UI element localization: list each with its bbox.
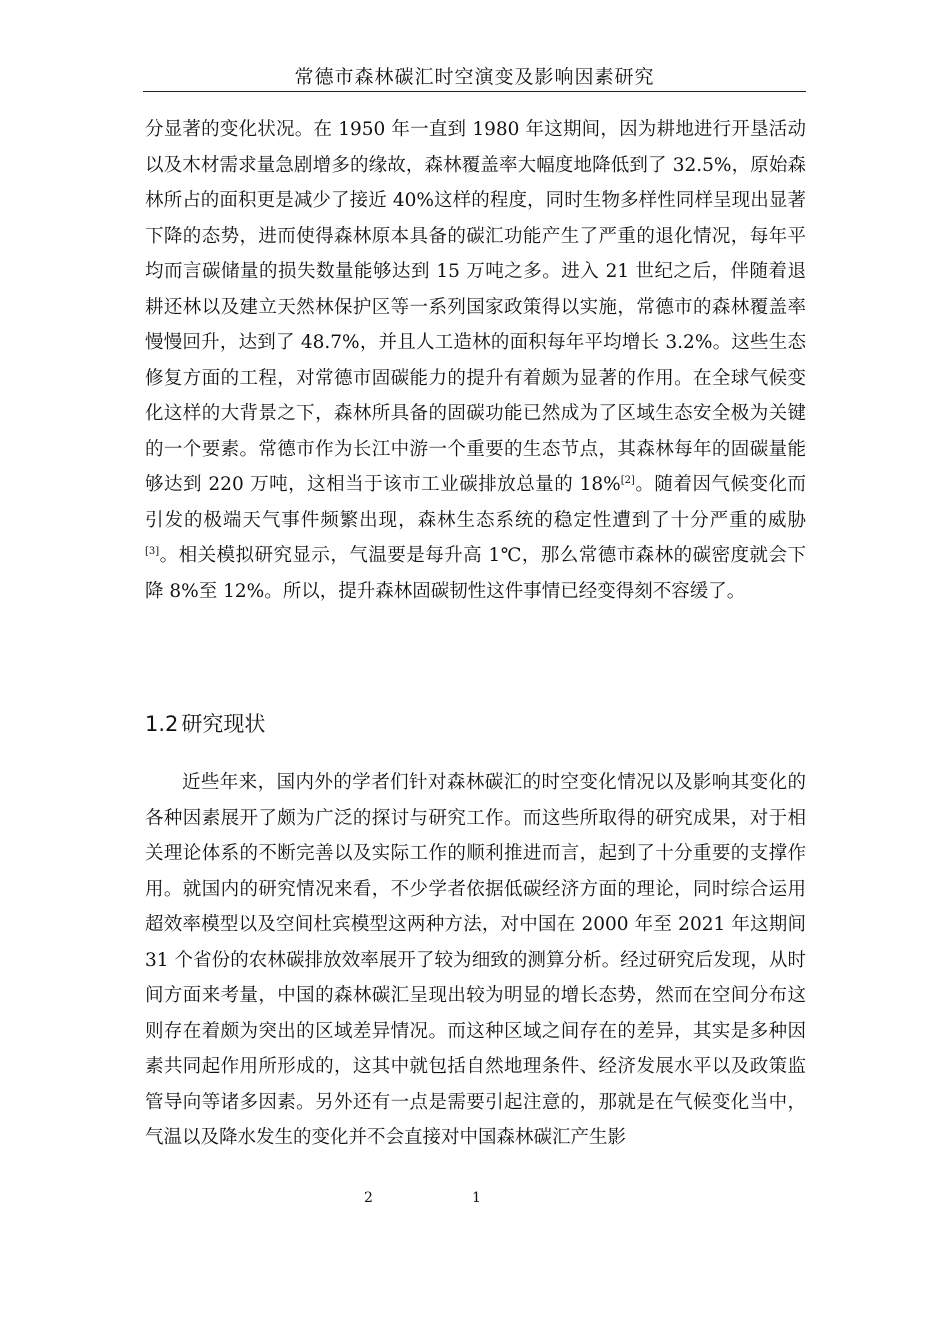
- header-rule: [143, 91, 806, 92]
- paragraph-1-text-a: 分显著的变化状况。在 1950 年一直到 1980 年这期间，因为耕地进行开垦活动以及木材需求量急剧增多的缘故，森林覆盖率大幅度地降低到了 32.5%，原始森林所占的面积更是减少了接近 40%这样的程度，同时生物多样性同样呈现出显著下降的态势，进而使得森林原本具备的碳汇功能产生了严重的退化情况，每年平均而言碳储量的损失数量能够达到 15 万吨之多。进入 21 世纪之后，伴随着退耕还林以及建立天然林保护区等一系列国家政策得以实施，常德市的森林覆盖率慢慢回升，达到了 48.7%，并且人工造林的面积每年平均增长 3.2%。这些生态修复方面的工程，对常德市固碳能力的提升有着颇为显著的作用。在全球气候变化这样的大背景之下，森林所具备的固碳功能已然成为了区域生态安全极为关键的一个要素。常德市作为长江中游一个重要的生态节点，其森林每年的固碳量能够达到 220 万吨，这相当于该市工业碳排放总量的 18%: [145, 119, 806, 495]
- section-title: 研究现状: [181, 712, 266, 736]
- paragraph-1: [145, 112, 806, 609]
- section-number: 1.2: [145, 712, 179, 736]
- running-header: 常德市森林碳汇时空演变及影响因素研究: [294, 66, 655, 88]
- paragraph-1-text-b: 。随着因气候变化而引发的极端天气事件频繁出现，森林生态系统的稳定性遭到了十分严重的威胁: [145, 474, 806, 531]
- footer-page-number-right: 1: [472, 1190, 481, 1206]
- body-block-2: [145, 765, 806, 1156]
- paragraph-1-text-c: 。相关模拟研究显示，气温要是每升高 1℃，那么常德市森林的碳密度就会下降 8%至 12%。所以，提升森林固碳韧性这件事情已经变得刻不容缓了。: [145, 545, 806, 602]
- citation-2: [2]: [620, 475, 635, 486]
- footer-page-number-left: 2: [364, 1190, 373, 1206]
- paragraph-2: 近些年来，国内外的学者们针对森林碳汇的时空变化情况以及影响其变化的各种因素展开了颇为广泛的探讨与研究工作。而这些所取得的研究成果，对于相关理论体系的不断完善以及实际工作的顺利推进而言，起到了十分重要的支撑作用。就国内的研究情况来看，不少学者依据低碳经济方面的理论，同时综合运用超效率模型以及空间杜宾模型这两种方法，对中国在 2000 年至 2021 年这期间 31 个省份的农林碳排放效率展开了较为细致的测算分析。经过研究后发现，从时间方面来考量，中国的森林碳汇呈现出较为明显的增长态势，然而在空间分布这则存在着颇为突出的区域差异情况。而这种区域之间存在的差异，其实是多种因素共同起作用所形成的，这其中就包括自然地理条件、经济发展水平以及政策监管导向等诸多因素。另外还有一点是需要引起注意的，那就是在气候变化当中，气温以及降水发生的变化并不会直接对中国森林碳汇产生影: [145, 772, 806, 1148]
- citation-3: [3]: [145, 546, 160, 557]
- section-heading: [145, 706, 265, 742]
- body-block-1: [145, 112, 806, 609]
